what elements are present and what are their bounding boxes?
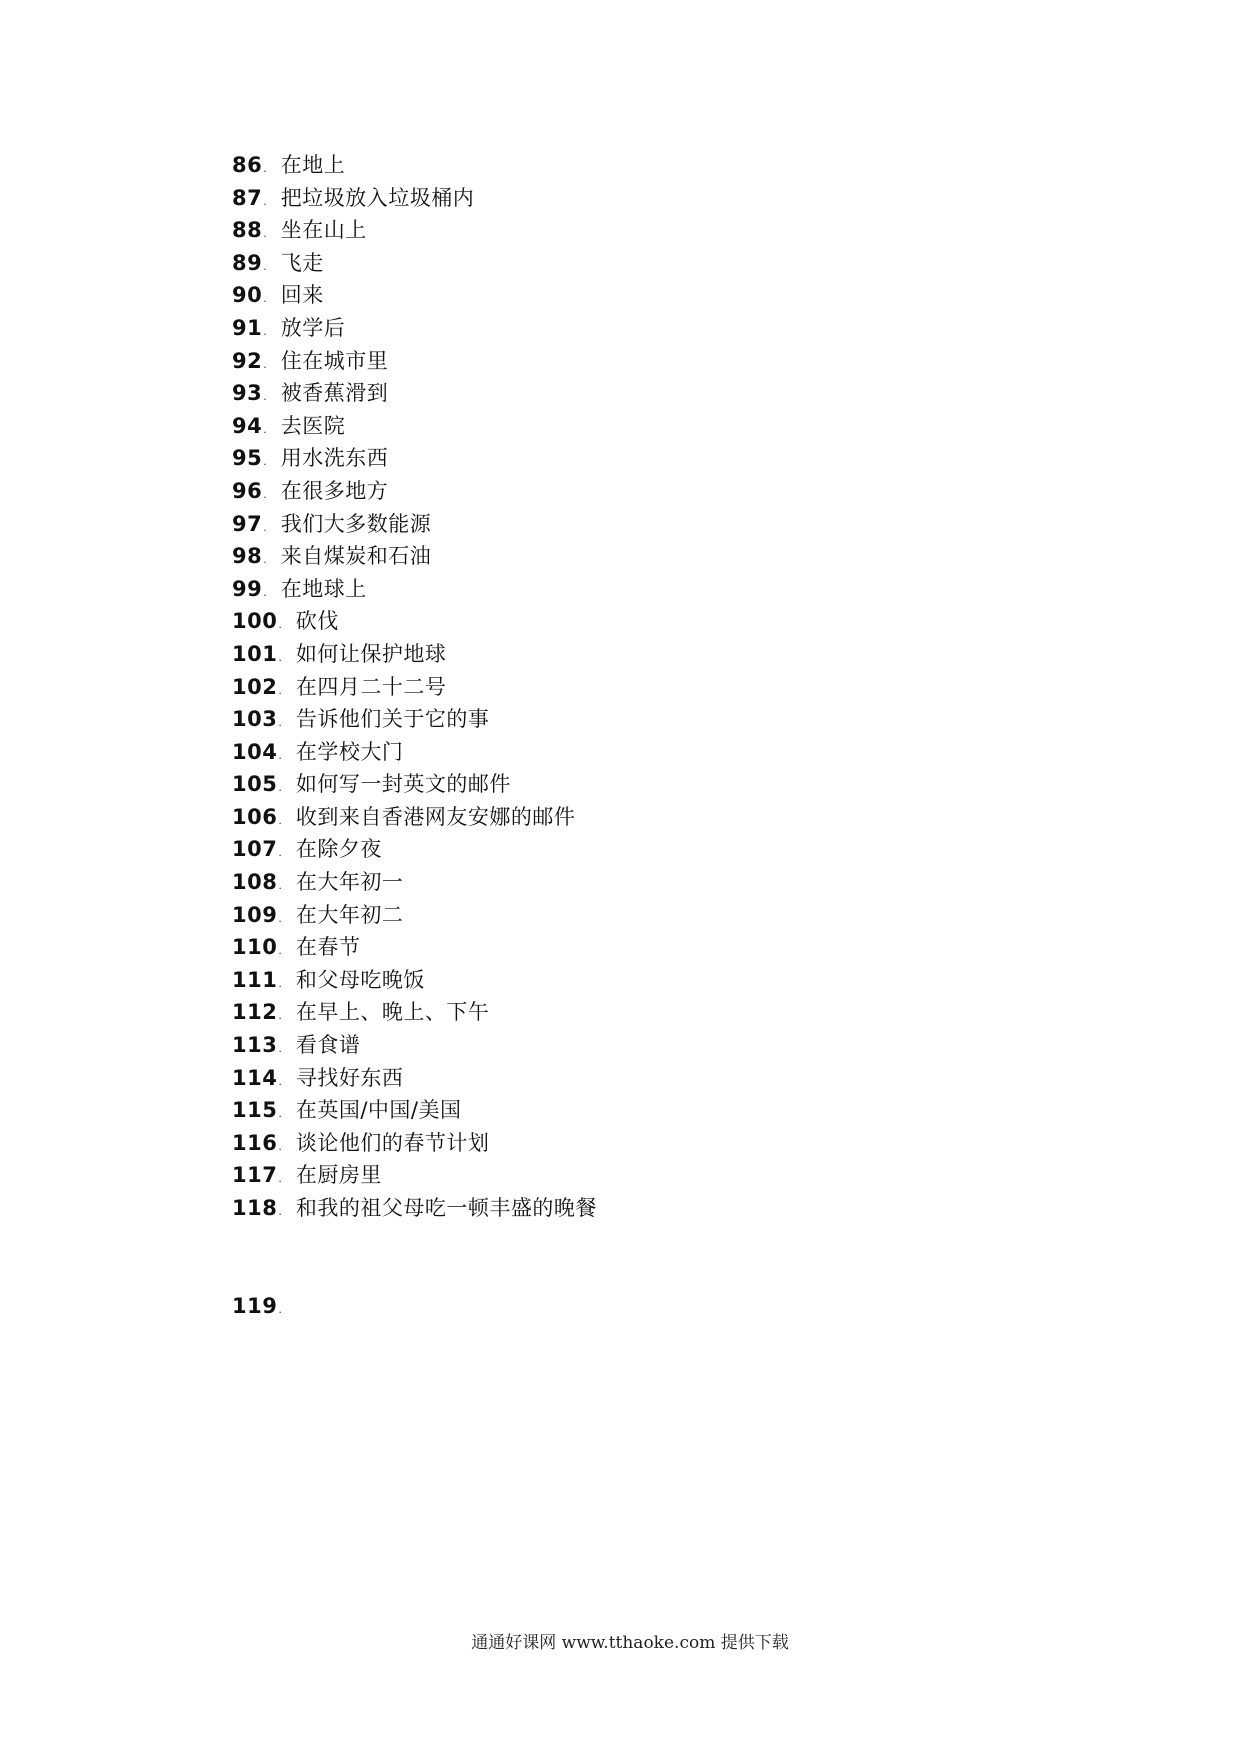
item-dot: . bbox=[278, 846, 282, 860]
item-dot: . bbox=[263, 324, 267, 338]
list-item bbox=[232, 573, 597, 606]
item-text: 和我的祖父母吃一顿丰盛的晚餐 bbox=[295, 1196, 597, 1220]
item-dot: . bbox=[263, 227, 267, 241]
item-text: 收到来自香港网友安娜的邮件 bbox=[295, 804, 576, 829]
item-dot: . bbox=[278, 781, 282, 795]
item-text: 回来 bbox=[280, 283, 324, 308]
list-item bbox=[232, 345, 597, 378]
item-number: 110 bbox=[232, 935, 278, 960]
item-number: 87 bbox=[232, 185, 263, 210]
item-dot: . bbox=[263, 520, 267, 534]
item-text: 在地球上 bbox=[280, 576, 367, 601]
item-text: 在很多地方 bbox=[280, 478, 389, 503]
list-item bbox=[232, 605, 597, 638]
item-dot: . bbox=[263, 455, 267, 469]
item-text: 如何让保护地球 bbox=[295, 641, 447, 666]
item-number: 88 bbox=[232, 218, 263, 243]
item-dot: . bbox=[278, 944, 282, 958]
item-dot: . bbox=[263, 357, 267, 371]
list-item bbox=[232, 182, 597, 215]
item-dot: . bbox=[263, 162, 267, 175]
item-text: 把垃圾放入垃圾桶内 bbox=[280, 185, 475, 210]
item-number: 118 bbox=[232, 1196, 278, 1220]
list-item bbox=[232, 247, 597, 280]
item-number: 106 bbox=[232, 804, 278, 829]
item-text: 在大年初二 bbox=[295, 902, 404, 927]
item-number: 119 bbox=[232, 1294, 278, 1318]
item-dot: . bbox=[278, 716, 282, 730]
item-number: 103 bbox=[232, 707, 278, 732]
list-item bbox=[232, 1159, 597, 1192]
list-item bbox=[232, 1094, 597, 1127]
item-dot: . bbox=[278, 911, 282, 925]
item-number: 114 bbox=[232, 1065, 278, 1090]
item-number: 95 bbox=[232, 446, 263, 471]
list-item bbox=[232, 377, 597, 410]
list-item bbox=[232, 410, 597, 443]
list-item bbox=[232, 964, 597, 997]
footer-source-text: 通通好课网 www.tthaoke.com 提供下载 bbox=[471, 1633, 789, 1653]
item-text: 来自煤炭和石油 bbox=[280, 544, 432, 569]
item-text: 在春节 bbox=[295, 935, 361, 960]
item-text: 看食谱 bbox=[295, 1033, 361, 1058]
list-item bbox=[232, 540, 597, 573]
item-dot: . bbox=[263, 194, 267, 208]
item-number: 86 bbox=[232, 153, 263, 177]
item-text: 在英国/中国/美国 bbox=[295, 1098, 462, 1123]
item-number: 89 bbox=[232, 250, 263, 275]
phrase-list bbox=[232, 149, 597, 1225]
item-number: 109 bbox=[232, 902, 278, 927]
list-item bbox=[232, 1029, 597, 1062]
item-text: 和父母吃晚饭 bbox=[295, 967, 425, 992]
item-number: 91 bbox=[232, 315, 263, 340]
item-number: 116 bbox=[232, 1130, 278, 1155]
list-item bbox=[232, 1192, 597, 1225]
item-number: 99 bbox=[232, 576, 263, 601]
item-text: 我们大多数能源 bbox=[280, 511, 432, 536]
item-number: 107 bbox=[232, 837, 278, 862]
list-item bbox=[232, 703, 597, 736]
item-dot: . bbox=[278, 683, 282, 697]
list-item bbox=[232, 671, 597, 704]
item-text: 砍伐 bbox=[295, 609, 339, 634]
item-number: 97 bbox=[232, 511, 263, 536]
item-text: 谈论他们的春节计划 bbox=[295, 1130, 490, 1155]
list-item bbox=[232, 149, 597, 182]
item-dot: . bbox=[278, 1107, 282, 1121]
item-dot: . bbox=[278, 748, 282, 762]
item-text: 坐在山上 bbox=[280, 218, 367, 243]
item-dot: . bbox=[263, 292, 267, 306]
list-item bbox=[232, 1062, 597, 1095]
item-number: 113 bbox=[232, 1033, 278, 1058]
item-number: 108 bbox=[232, 870, 278, 895]
item-text: 用水洗东西 bbox=[280, 446, 389, 471]
item-dot: . bbox=[278, 618, 282, 632]
item-number: 112 bbox=[232, 1000, 278, 1025]
item-number: 117 bbox=[232, 1163, 278, 1188]
item-text: 告诉他们关于它的事 bbox=[295, 707, 490, 732]
item-text: 在学校大门 bbox=[295, 739, 404, 764]
item-text: 被香蕉滑到 bbox=[280, 381, 389, 406]
list-item bbox=[232, 736, 597, 769]
item-dot: . bbox=[263, 259, 267, 273]
list-item bbox=[232, 768, 597, 801]
item-text: 住在城市里 bbox=[280, 348, 389, 373]
list-item bbox=[232, 866, 597, 899]
list-item bbox=[232, 1127, 597, 1160]
item-dot: . bbox=[278, 879, 282, 893]
item-text: 放学后 bbox=[280, 315, 346, 340]
item-number: 100 bbox=[232, 609, 278, 634]
item-number: 94 bbox=[232, 413, 263, 438]
list-item-119 bbox=[232, 1290, 296, 1323]
item-text: 在厨房里 bbox=[295, 1163, 382, 1188]
list-item bbox=[232, 475, 597, 508]
item-text: 在早上、晚上、下午 bbox=[295, 1000, 490, 1025]
item-dot: . bbox=[278, 1205, 282, 1218]
item-dot: . bbox=[278, 650, 282, 664]
item-number: 98 bbox=[232, 544, 263, 569]
item-dot: . bbox=[278, 976, 282, 990]
item-number: 93 bbox=[232, 381, 263, 406]
item-text: 在除夕夜 bbox=[295, 837, 382, 862]
item-text: 飞走 bbox=[280, 250, 324, 275]
item-text: 去医院 bbox=[280, 413, 346, 438]
item-dot: . bbox=[278, 1172, 282, 1186]
item-dot: . bbox=[263, 487, 267, 501]
item-dot: . bbox=[278, 1009, 282, 1023]
list-item bbox=[232, 833, 597, 866]
item-number: 96 bbox=[232, 478, 263, 503]
item-number: 90 bbox=[232, 283, 263, 308]
list-item bbox=[232, 996, 597, 1029]
item-dot: . bbox=[263, 553, 267, 567]
item-dot: . bbox=[263, 422, 267, 436]
item-dot: . bbox=[263, 390, 267, 404]
item-number: 102 bbox=[232, 674, 278, 699]
item-dot: . bbox=[278, 1139, 282, 1153]
item-number: 105 bbox=[232, 772, 278, 797]
list-item bbox=[232, 312, 597, 345]
list-item bbox=[232, 638, 597, 671]
list-item bbox=[232, 279, 597, 312]
list-item bbox=[232, 442, 597, 475]
item-number: 111 bbox=[232, 967, 278, 992]
list-item bbox=[232, 801, 597, 834]
list-item bbox=[232, 899, 597, 932]
item-dot: . bbox=[278, 1042, 282, 1056]
item-dot: . bbox=[278, 1074, 282, 1088]
item-dot: . bbox=[263, 585, 267, 599]
item-text: 在四月二十二号 bbox=[295, 674, 447, 699]
item-dot: . bbox=[278, 1303, 282, 1316]
list-item bbox=[232, 931, 597, 964]
item-number: 115 bbox=[232, 1098, 278, 1123]
item-number: 104 bbox=[232, 739, 278, 764]
item-number: 92 bbox=[232, 348, 263, 373]
item-number: 101 bbox=[232, 641, 278, 666]
list-item bbox=[232, 508, 597, 541]
item-dot: . bbox=[278, 813, 282, 827]
list-item bbox=[232, 214, 597, 247]
item-text: 如何写一封英文的邮件 bbox=[295, 772, 511, 797]
item-text: 寻找好东西 bbox=[295, 1065, 404, 1090]
item-text: 在大年初一 bbox=[295, 870, 404, 895]
item-text: 在地上 bbox=[280, 153, 346, 177]
